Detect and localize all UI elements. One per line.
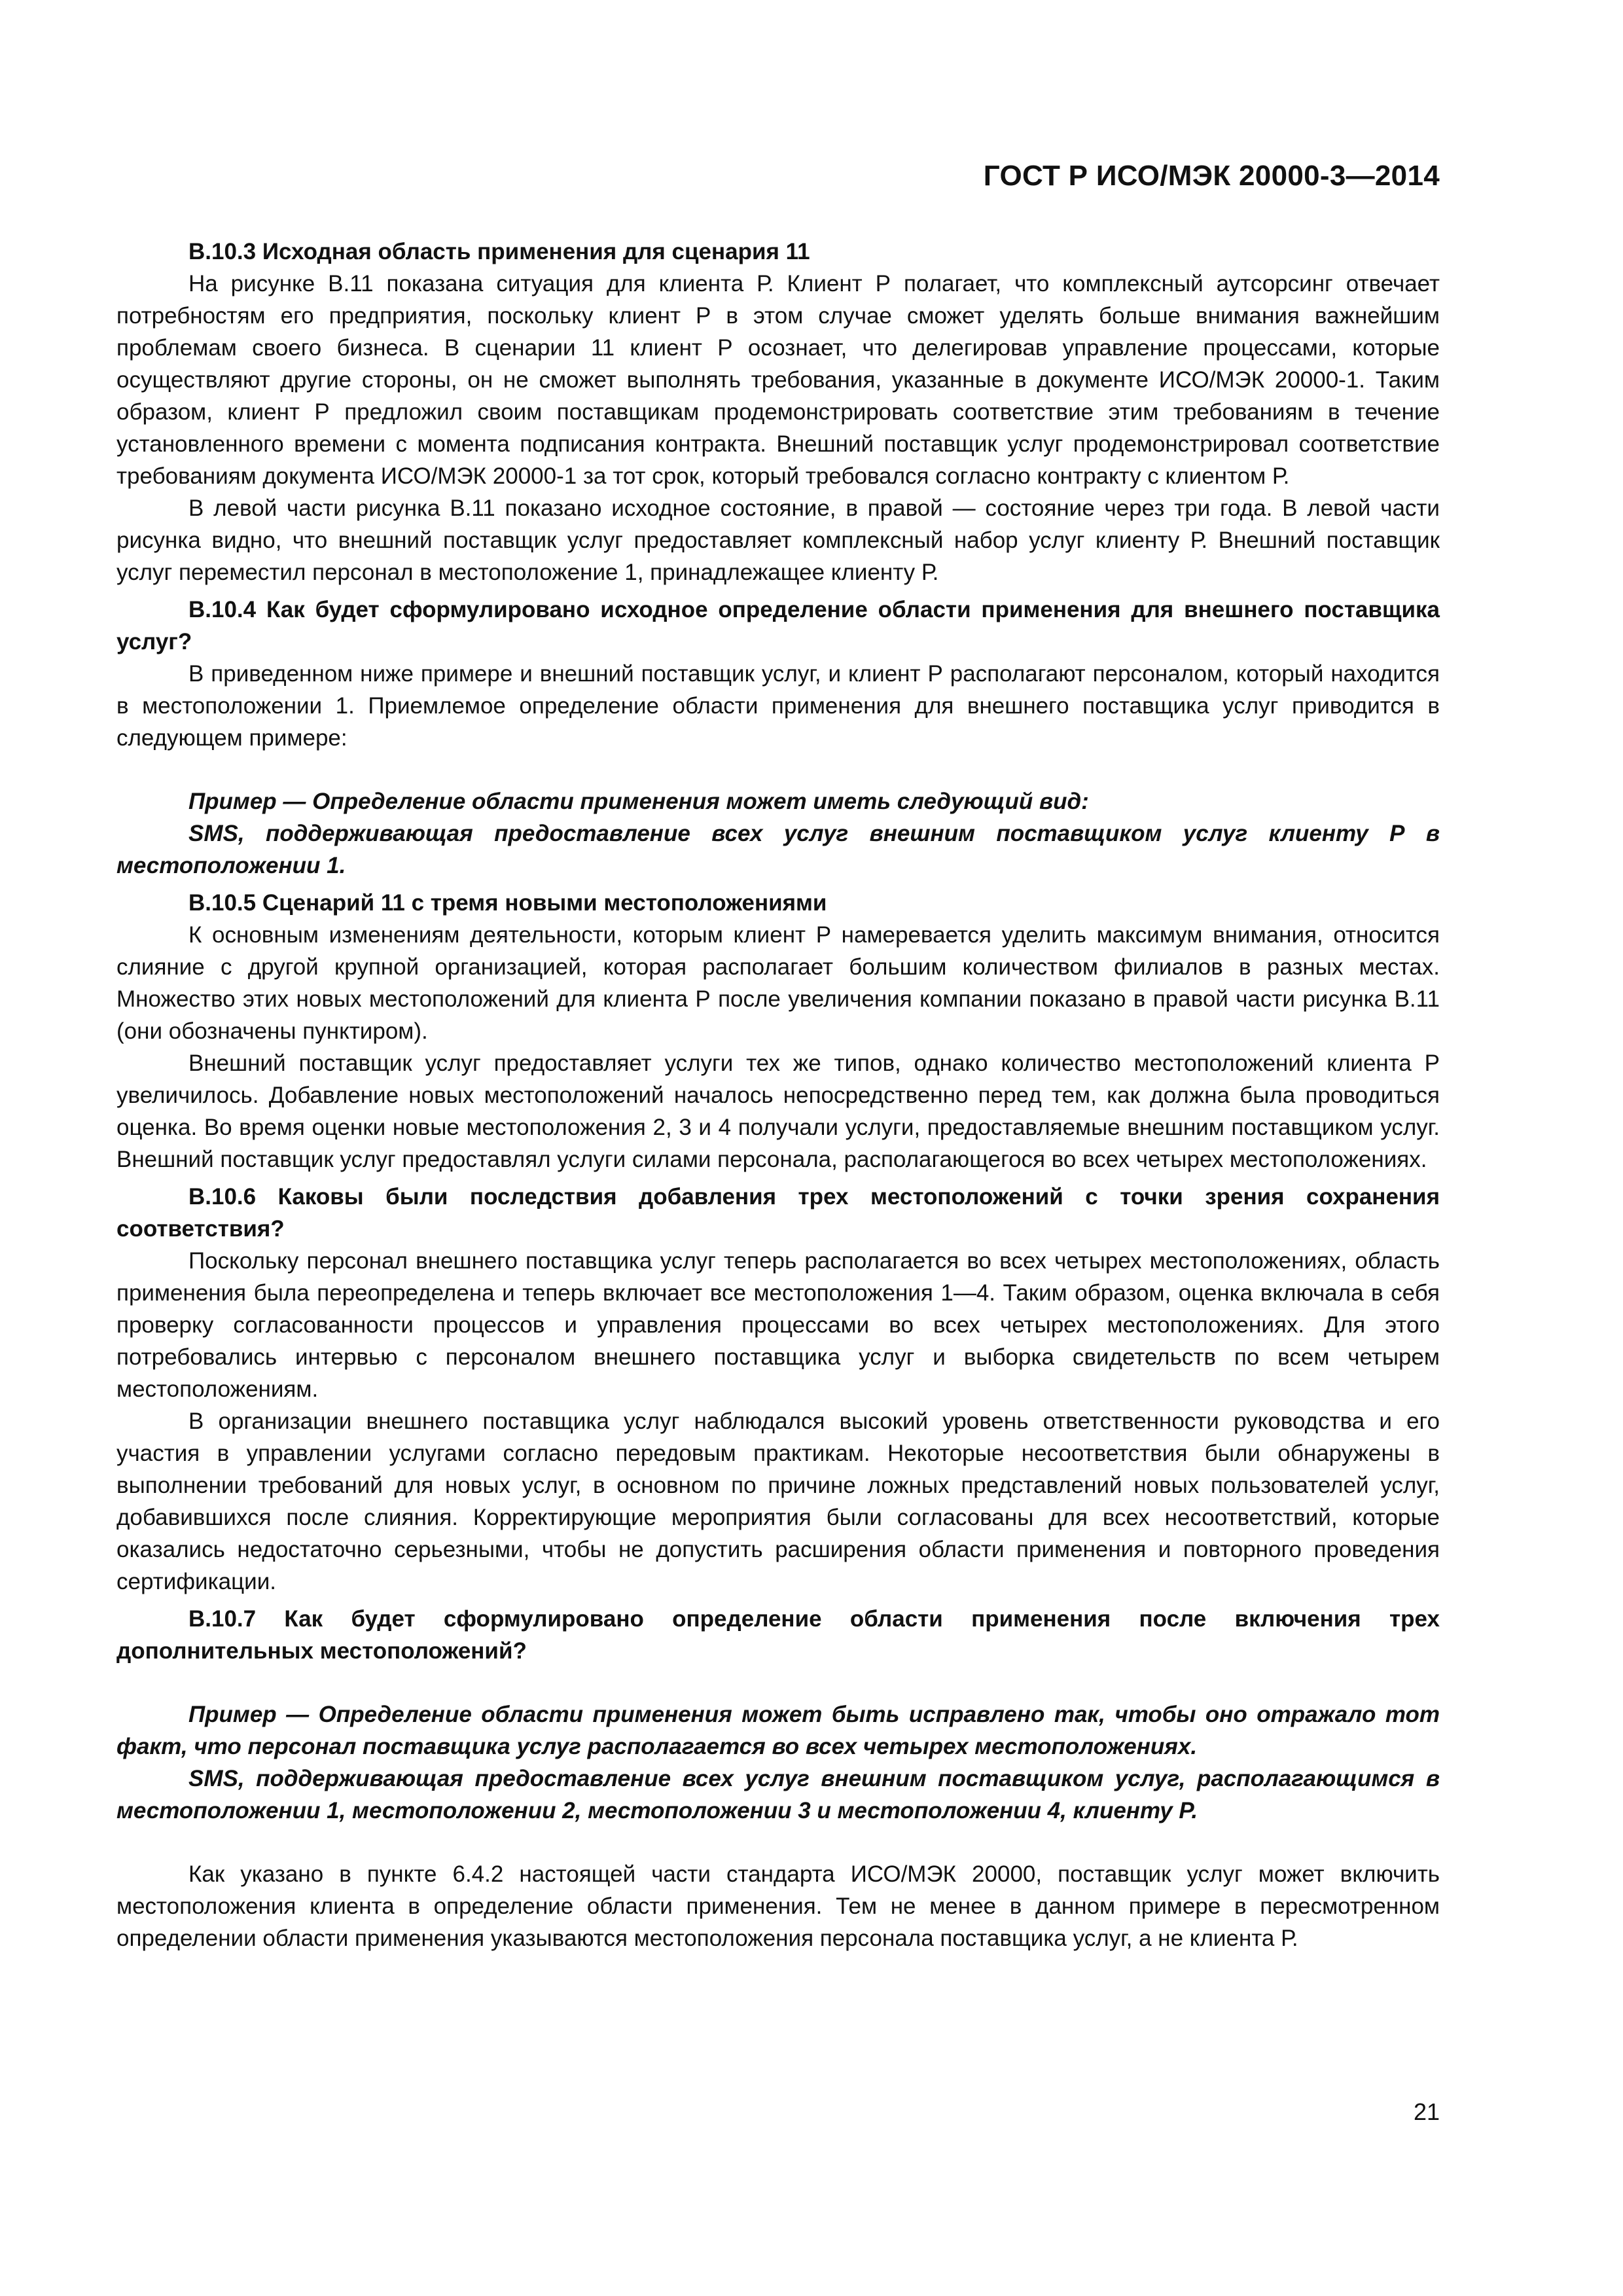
section-heading-b-10-6: B.10.6 Каковы были последствия добавления трех местоположений с точки зрения сохранения соответствия? <box>116 1184 1440 1242</box>
paragraph: В приведенном ниже примере и внешний поставщик услуг, и клиент Р располагают персоналом, который находится в местоположении 1. Приемлемое определение области применения для внешнего поставщика услуг приводится в следующем примере: <box>116 661 1440 751</box>
paragraph: На рисунке В.11 показана ситуация для клиента Р. Клиент Р полагает, что комплексный аутсорсинг отвечает потребностям его предприятия, поскольку клиент Р в этом случае сможет уделять больше внимания важнейшим проблемам своего бизнеса. В сценарии 11 клиент Р осознает, что делегировав управление процессами, которые осуществляют другие стороны, он не сможет выполнять требования, указанные в документе ИСО/МЭК 20000-1. Таким образом, клиент Р предложил своим поставщикам продемонстрировать соответствие этим требованиям в течение установленного времени с момента подписания контракта. Внешний поставщик услуг продемонстрировал соответствие требованиям документа ИСО/МЭК 20000-1 за тот срок, который требовался согласно контракту с клиентом Р. <box>116 271 1440 489</box>
paragraph: Как указано в пункте 6.4.2 настоящей части стандарта ИСО/МЭК 20000, поставщик услуг может включить местоположения клиента в определение области применения. Тем не менее в данном примере в пересмотренном определении области применения указываются местоположения персонала поставщика услуг, а не клиента Р. <box>116 1861 1440 1951</box>
section-heading-b-10-3: B.10.3 Исходная область применения для сценария 11 <box>188 239 810 264</box>
paragraph: Поскольку персонал внешнего поставщика услуг теперь располагается во всех четырех местоположениях, область применения была переопределена и теперь включает все местоположения 1—4. Таким образом, оценка включала в себя проверку согласованности процессов и управления процессами во всех четырех местоположениях. Для этого потребовались интервью с персоналом внешнего поставщика услуг и выборка свидетельств по всем четырем местоположениям. <box>116 1248 1440 1402</box>
page-number: 21 <box>1413 2098 1440 2125</box>
paragraph: Внешний поставщик услуг предоставляет услуги тех же типов, однако количество местоположений клиента Р увеличилось. Добавление новых местоположений началось непосредственно перед тем, как должна была проводиться оценка. Во время оценки новые местоположения 2, 3 и 4 получали услуги, предоставляемые внешним поставщиком услуг. Внешний поставщик услуг предоставлял услуги силами персонала, располагающегося во всех четырех местоположениях. <box>116 1050 1440 1172</box>
section-heading-b-10-5: B.10.5 Сценарий 11 с тремя новыми местоположениями <box>188 890 827 916</box>
document-body <box>116 230 1440 1954</box>
section-heading-b-10-7: B.10.7 Как будет сформулировано определение области применения после включения трех дополнительных местоположений? <box>116 1606 1440 1664</box>
paragraph: В организации внешнего поставщика услуг наблюдался высокий уровень ответственности руководства и его участия в управлении услугами согласно передовым практикам. Некоторые несоответствия были обнаружены в выполнении требований для новых услуг, в основном по причине ложных представлений новых пользователей услуг, добавившихся после слияния. Корректирующие мероприятия были согласованы для всех несоответствий, которые оказались недостаточно серьезными, чтобы не допустить расширения области применения и повторного проведения сертификации. <box>116 1408 1440 1594</box>
section-heading-b-10-4: B.10.4 Как будет сформулировано исходное определение области применения для внешнего поставщика услуг? <box>116 597 1440 655</box>
example-text: Пример — Определение области применения может быть исправлено так, чтобы оно отражало тот факт, что персонал поставщика услуг располагается во всех четырех местоположениях. <box>116 1702 1440 1759</box>
example-text: SMS, поддерживающая предоставление всех услуг внешним поставщиком услуг, располагающимся в местоположении 1, местоположении 2, местоположении 3 и местоположении 4, клиенту Р. <box>116 1766 1440 1823</box>
example-text: SMS, поддерживающая предоставление всех услуг внешним поставщиком услуг клиенту Р в местоположении 1. <box>116 821 1440 878</box>
paragraph: К основным изменениям деятельности, которым клиент Р намеревается уделить максимум внимания, относится слияние с другой крупной организацией, которая располагает большим количеством филиалов в разных местах. Множество этих новых местоположений для клиента Р после увеличения компании показано в правой части рисунка В.11 (они обозначены пунктиром). <box>116 922 1440 1044</box>
standard-header: ГОСТ Р ИСО/МЭК 20000-3—2014 <box>983 160 1440 192</box>
paragraph: В левой части рисунка В.11 показано исходное состояние, в правой — состояние через три года. В левой части рисунка видно, что внешний поставщик услуг предоставляет комплексный набор услуг клиенту Р. Внешний поставщик услуг переместил персонал в местоположение 1, принадлежащее клиенту Р. <box>116 495 1440 585</box>
example-text: Пример — Определение области применения может иметь следующий вид: <box>188 789 1089 814</box>
